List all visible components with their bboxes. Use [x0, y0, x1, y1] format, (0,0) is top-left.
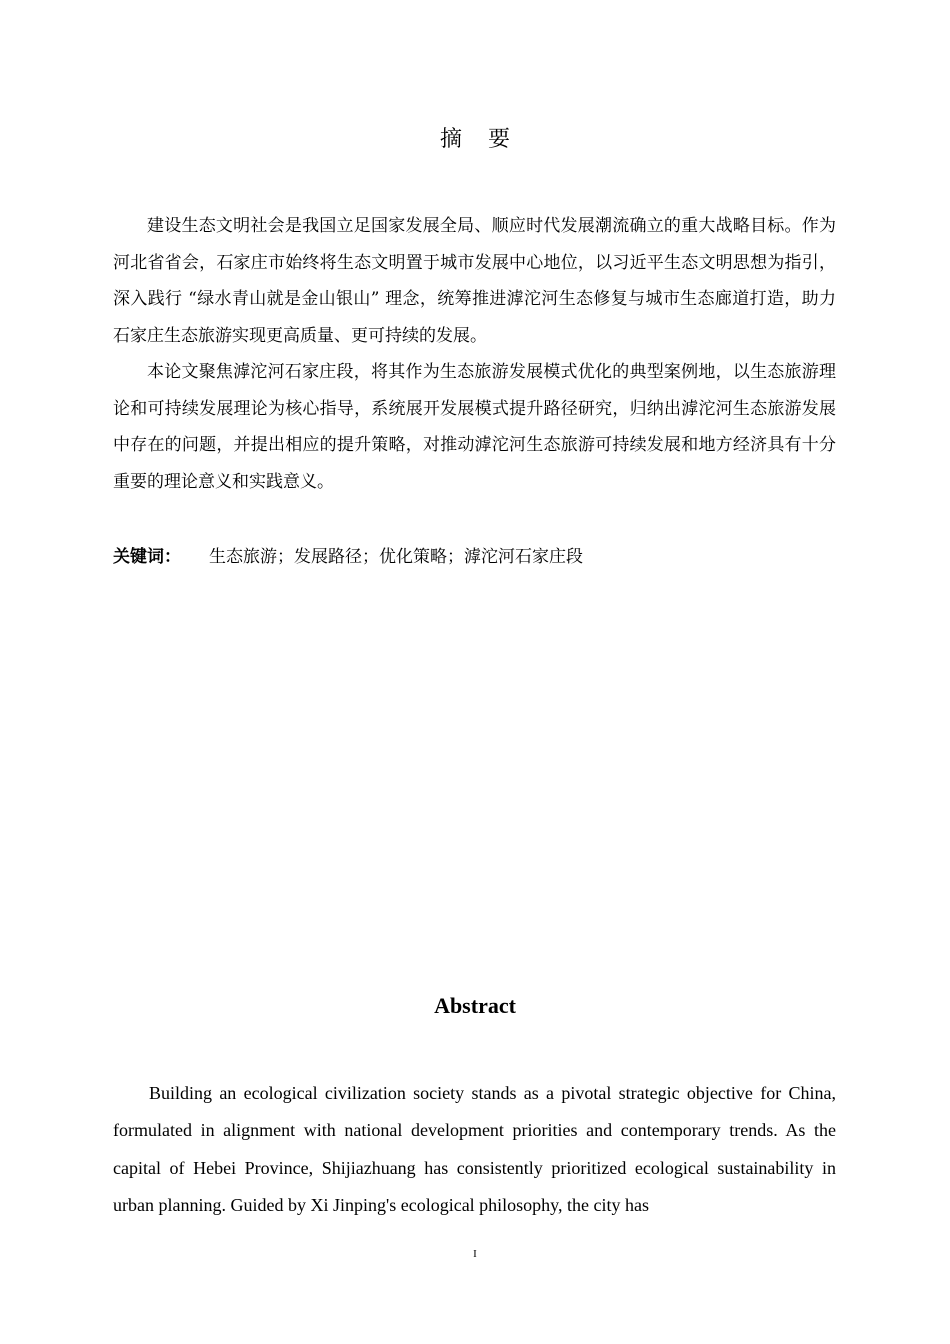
english-abstract-paragraph-1: Building an ecological civilization society stands as a pivotal strategic objective for China, formulated in alignment with national development priorities and contemporary trends. As the capital of Hebei Province, Shijiazhuang has consistently prioritized ecological sustainability in urban planning. Guided by Xi Jinping's ecological philosophy, the city has	[113, 1083, 836, 1215]
page-number: I	[473, 1248, 477, 1260]
chinese-abstract-body	[113, 208, 836, 500]
keywords-text: 生态旅游；发展路径；优化策略；滹沱河石家庄段	[209, 547, 583, 567]
chinese-abstract-title: 摘要	[439, 127, 536, 152]
chinese-abstract-paragraph-2: 本论文聚焦滹沱河石家庄段，将其作为生态旅游发展模式优化的典型案例地，以生态旅游理论和可持续发展理论为核心指导，系统展开发展模式提升路径研究，归纳出滹沱河生态旅游发展中存在的问题，并提出相应的提升策略，对推动滹沱河生态旅游可持续发展和地方经济具有十分重要的理论意义和实践意义。	[113, 362, 836, 492]
keywords-label: 关键词：	[113, 547, 181, 567]
chinese-abstract-paragraph-1: 建设生态文明社会是我国立足国家发展全局、顺应时代发展潮流确立的重大战略目标。作为河北省省会，石家庄市始终将生态文明置于城市发展中心地位，以习近平生态文明思想为指引，深入践行 “绿水青山就是金山银山” 理念，统筹推进滹沱河生态修复与城市生态廊道打造，助力石家庄生态旅游实现更高质量、更可持续的发展。	[113, 216, 836, 346]
english-abstract-title: Abstract	[434, 993, 516, 1018]
english-abstract-body	[113, 1075, 836, 1224]
chinese-keywords-line	[113, 541, 583, 573]
